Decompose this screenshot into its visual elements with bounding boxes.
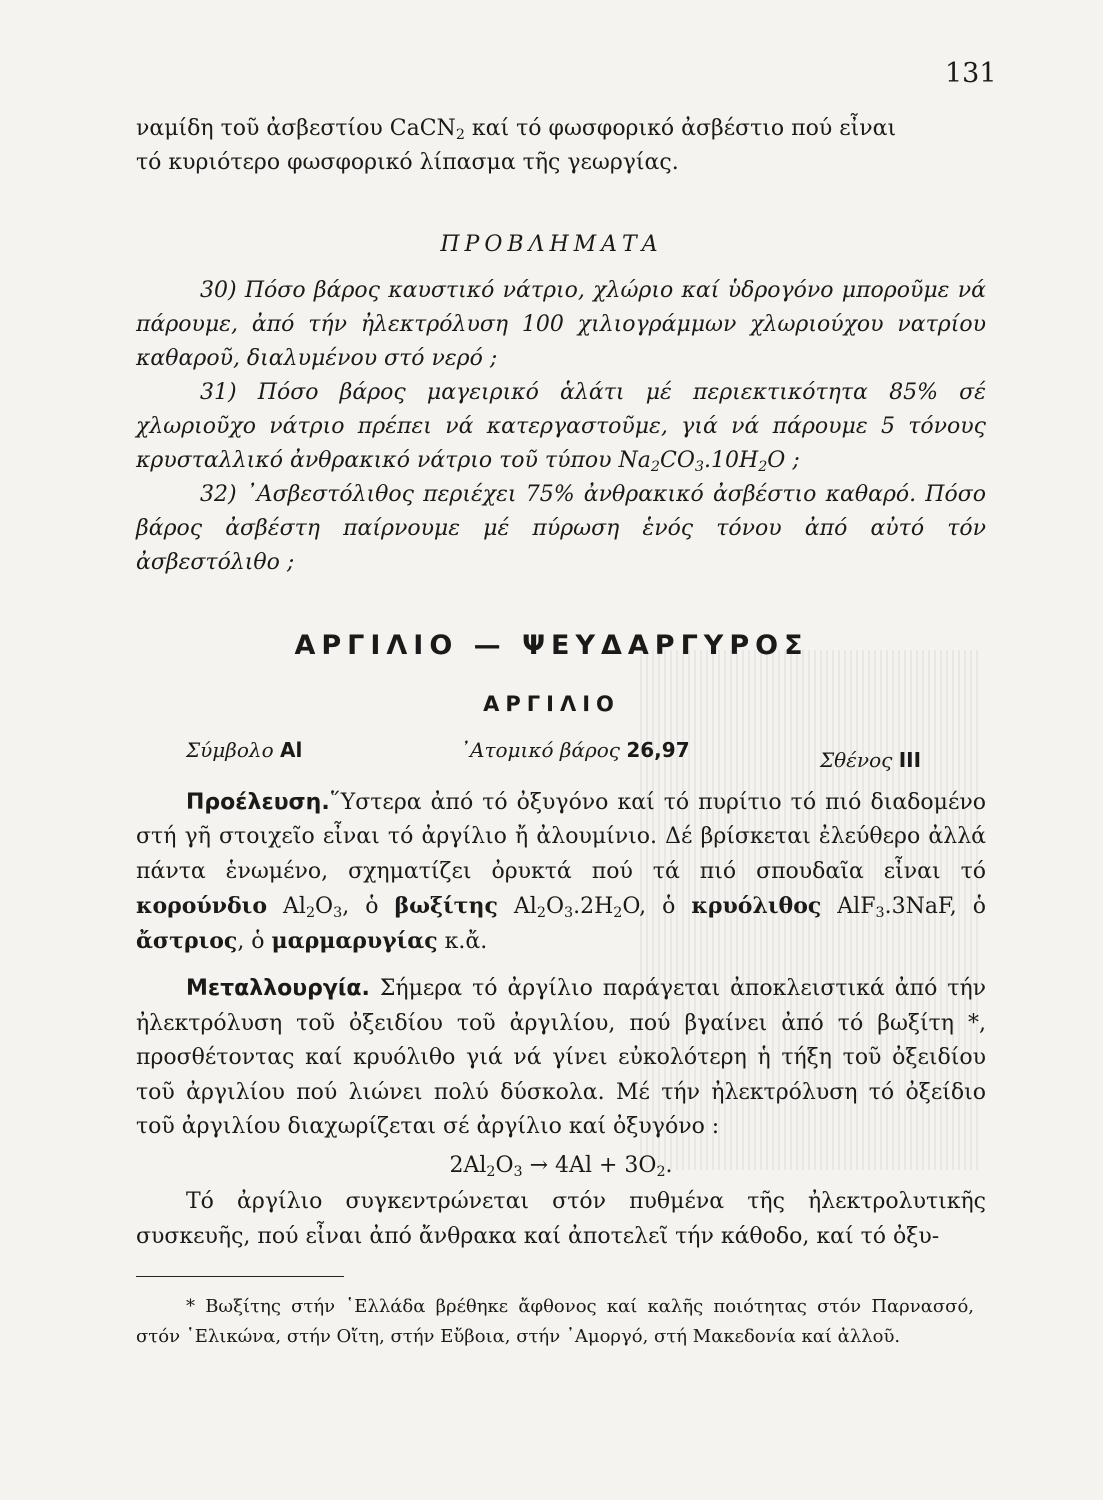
origin-paragraph: Προέλευση.῞Υστερα ἀπό τό ὀξυγόνο καί τό πυρίτιο τό πιό διαδομένο στή γῆ στοιχεῖο εἶναι τό ἀργίλιο ἤ ἀλουμίνιο. Δέ βρίσκεται ἐλεύθερο ἀλλά πάντα ἑνωμένο, σχηματίζει ὀρυκτά πού τά πιό σπουδαῖα εἶναι τό κορούνδιο $Al_2O_3$, ὁ βωξίτης $Al_2O_3.2H_2O$, ὁ κρυόλιθος AlF$_3$.3NaF, ὁ ἄστριος, ὁ μαρμαρυγίας κ.ἄ. [136, 790, 987, 955]
chapter-title: ΑΡΓΙΛΙΟ — ΨΕΥΔΑΡΓΥΡΟΣ [294, 630, 809, 661]
footnote-divider [136, 1276, 344, 1277]
metallurgy-heading: Μεταλλουργία. [186, 976, 370, 1001]
metallurgy-paragraph: Μεταλλουργία. Σήμερα τό ἀργίλιο παράγεται ἀποκλειστικά ἀπό τήν ἠλεκτρόλυση τοῦ ὀξειδίου τοῦ ἀργιλίου, πού βγαίνει ἀπό τό βωξίτη *, προσθέτοντας καί κρυόλιθο γιά νά γίνει εὐκολότερη ἡ τήξη τοῦ ὀξειδίου τοῦ ἀργιλίου πού λιώνει πολύ δύσκολα. Μέ τήν ἠλεκτρόλυση τό ὀξείδιο τοῦ ἀργιλίου διαχωρίζεται σέ ἀργίλιο καί ὀξυγόνο : $2Al_2O_3 \to 4Al + 3O_2$. Τό ἀργίλιο συγκεντρώνεται στόν πυθμένα τῆς ἠλεκτρολυτικῆς συσκευῆς, πού εἶναι ἀπό ἄνθρακα καί ἀποτελεῖ τήν κάθοδο, καί τό ὀξυ- [136, 976, 987, 1249]
symbol-field: Σύμβολο Al [186, 738, 303, 762]
section-title: ΑΡΓΙΛΙΟ [483, 692, 620, 716]
electrolysis-equation: $2Al_2O_3 \to 4Al + 3O_2$. [449, 1152, 673, 1180]
origin-heading: Προέλευση. [186, 790, 330, 815]
problems-title: ΠΡΟΒΛΗΜΑΤΑ [440, 232, 663, 257]
page-number: 131 [945, 58, 997, 89]
problem-32: 32) ᾿Ασβεστόλιθος περιέχει 75% ἀνθρακικό ἀσβέστιο καθαρό. Πόσο βάρος ἀσβέστη παίρνουμε μέ πύρωση ἑνός τόνου ἀπό αὐτό τόν ἀσβεστόλιθο ; [136, 482, 986, 575]
problems-list [136, 274, 986, 580]
problem-30: 30) Πόσο βάρος καυστικό νάτριο, χλώριο καί ὑδρογόνο μποροῦμε νά πάρουμε, ἀπό τήν ἠλεκτρόλυση 100 χιλιογράμμων χλωριούχου νατρίου καθαροῦ, διαλυμένου στό νερό ; [136, 278, 986, 371]
intro-paragraph: ναμίδη τοῦ ἀσβεστίου CaCN$_2$ καί τό φωσφορικό ἀσβέστιο πού εἶναι τό κυριότερο φωσφορικό λίπασμα τῆς γεωργίας. [136, 116, 897, 175]
atomic-weight-field: ᾿Ατομικό βάρος 26,97 [460, 738, 690, 762]
valence-field: Σθένος III [820, 748, 922, 772]
footnote: * Βωξίτης στήν ῾Ελλάδα βρέθηκε ἄφθονος καί καλῆς ποιότητας στόν Παρνασσό, στόν ῾Ελικώνα, στήν Οἴτη, στήν Εὔβοια, στήν ᾿Αμοργό, στή Μακεδονία καί ἀλλοῦ. [136, 1296, 974, 1347]
problem-31: 31) Πόσο βάρος μαγειρικό ἁλάτι μέ περιεκτικότητα 85% σέ χλωριοῦχο νάτριο πρέπει νά κατεργαστοῦμε, γιά νά πάρουμε 5 τόνους κρυσταλλικό ἀνθρακικό νάτριο τοῦ τύπου $Na_2CO_3.10H_2O$ ; [136, 380, 986, 475]
